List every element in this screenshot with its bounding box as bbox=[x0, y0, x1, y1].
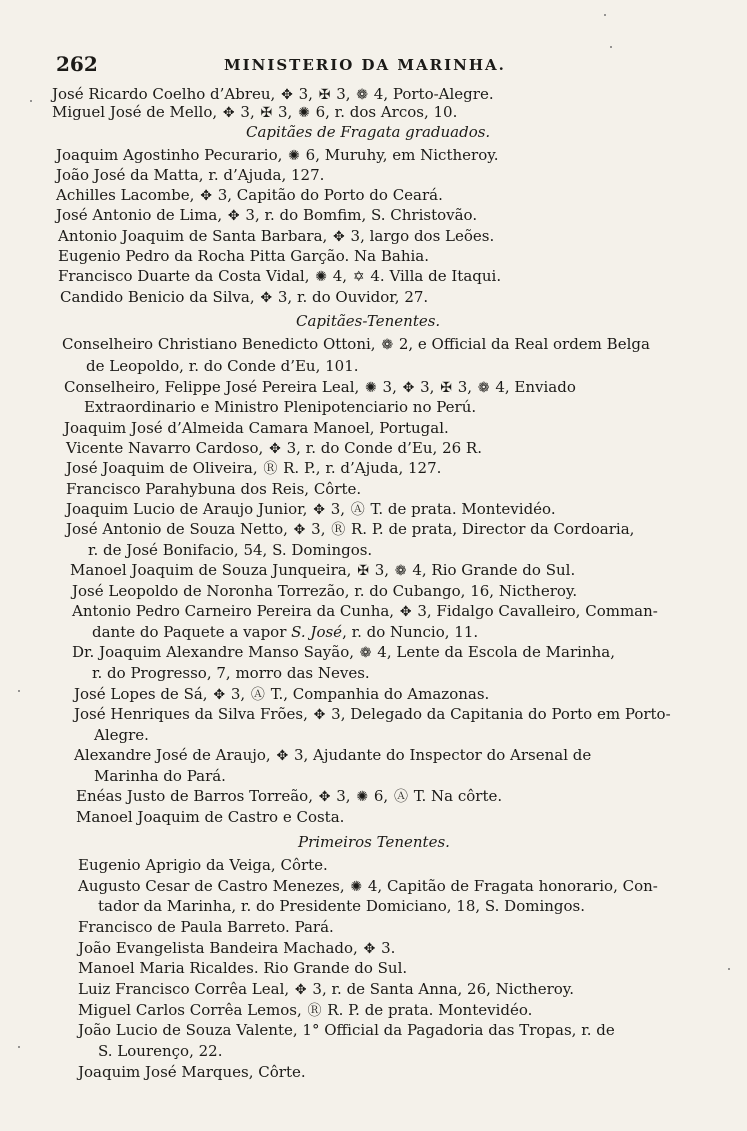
cross-patee-icon: ✠ bbox=[318, 87, 331, 103]
cross-flory-icon: ✥ bbox=[200, 188, 212, 204]
entry-line: Augusto Cesar de Castro Menezes, ✺ 4, Capitão de Fragata honorario, Con- bbox=[78, 877, 658, 895]
paper-speck bbox=[18, 1046, 20, 1048]
star-medal-icon: ✺ bbox=[288, 148, 300, 164]
cross-flory-icon: ✥ bbox=[318, 789, 331, 805]
circled-a-icon: Ⓐ bbox=[350, 502, 365, 518]
entry-line: Conselheiro, Felippe José Pereira Leal, ✺ 3, ✥ 3, ✠ 3, ❁ 4, Enviado bbox=[64, 378, 576, 396]
entry-line: José Ricardo Coelho d’Abreu, ✥ 3, ✠ 3, ❁ 4, Porto-Alegre. bbox=[52, 85, 494, 103]
paper-speck bbox=[30, 100, 32, 102]
entry-line: de Leopoldo, r. do Conde d’Eu, 101. bbox=[86, 357, 359, 375]
entry-line: José Lopes de Sá, ✥ 3, Ⓐ T., Companhia do Amazonas. bbox=[74, 685, 490, 703]
rose-medal-icon: ❁ bbox=[394, 563, 407, 579]
entry-line: r. do Progresso, 7, morro das Neves. bbox=[92, 664, 370, 682]
section-heading: Capitães de Fragata graduados. bbox=[246, 123, 491, 141]
cross-patee-icon: ✠ bbox=[440, 380, 452, 396]
entry-line: tador da Marinha, r. do Presidente Domiciano, 18, S. Domingos. bbox=[98, 897, 586, 915]
entry-line: Francisco de Paula Barreto. Pará. bbox=[78, 918, 334, 936]
entry-line: Achilles Lacombe, ✥ 3, Capitão do Porto do Ceará. bbox=[56, 186, 443, 204]
paper-speck bbox=[18, 690, 20, 692]
circled-r-icon: Ⓡ bbox=[263, 461, 278, 477]
entry-line: Antonio Pedro Carneiro Pereira da Cunha, ✥ 3, Fidalgo Cavalleiro, Comman- bbox=[72, 602, 658, 620]
entry-line: Vicente Navarro Cardoso, ✥ 3, r. do Conde d’Eu, 26 R. bbox=[66, 439, 482, 457]
entry-line: Marinha do Pará. bbox=[94, 767, 226, 785]
entry-line: Miguel José de Mello, ✥ 3, ✠ 3, ✺ 6, r. dos Arcos, 10. bbox=[52, 103, 458, 121]
star-medal-icon: ✺ bbox=[298, 105, 310, 121]
cross-flory-icon: ✥ bbox=[276, 748, 289, 764]
star-medal-icon: ✺ bbox=[350, 879, 363, 895]
entry-line: Dr. Joaquim Alexandre Manso Sayão, ❁ 4, Lente da Escola de Marinha, bbox=[72, 643, 615, 661]
paper-speck bbox=[728, 968, 730, 970]
entry-line: S. Lourenço, 22. bbox=[98, 1042, 223, 1060]
entry-line: Francisco Parahybuna dos Reis, Côrte. bbox=[66, 480, 362, 498]
entry-line: Joaquim José Marques, Côrte. bbox=[78, 1063, 306, 1081]
cross-flory-icon: ✥ bbox=[313, 502, 325, 518]
entry-line: José Henriques da Silva Frões, ✥ 3, Delegado da Capitania do Porto em Porto- bbox=[74, 705, 671, 723]
entry-line: Extraordinario e Ministro Plenipotenciario no Perú. bbox=[84, 398, 477, 416]
cross-flory-icon: ✥ bbox=[260, 290, 273, 306]
page-header bbox=[56, 52, 696, 76]
cross-patee-icon: ✠ bbox=[260, 105, 273, 121]
entry-line: Joaquim Lucio de Araujo Junior, ✥ 3, Ⓐ T. de prata. Montevidéo. bbox=[66, 500, 556, 518]
star-medal-icon: ✺ bbox=[356, 789, 369, 805]
entry-line: dante do Paquete a vapor S. José, r. do Nuncio, 11. bbox=[92, 623, 479, 641]
star-medal-icon: ✺ bbox=[315, 269, 327, 285]
entry-line: José Antonio de Lima, ✥ 3, r. do Bomfim, S. Christovão. bbox=[56, 206, 478, 224]
entry-line: Eugenio Aprigio da Veiga, Côrte. bbox=[78, 856, 328, 874]
entry-line: Manoel Maria Ricaldes. Rio Grande do Sul. bbox=[78, 959, 408, 977]
rose-medal-icon: ❁ bbox=[477, 380, 490, 396]
cross-flory-icon: ✥ bbox=[213, 687, 226, 703]
entry-line: r. de José Bonifacio, 54, S. Domingos. bbox=[88, 541, 373, 559]
entry-line: Luiz Francisco Corrêa Leal, ✥ 3, r. de Santa Anna, 26, Nictheroy. bbox=[78, 980, 575, 998]
cross-flory-icon: ✥ bbox=[281, 87, 293, 103]
italic-text: S. José bbox=[291, 623, 343, 641]
rose-medal-icon: ❁ bbox=[381, 337, 394, 353]
entry-line: Conselheiro Christiano Benedicto Ottoni, ❁ 2, e Official da Real ordem Belga bbox=[62, 335, 650, 353]
cross-flory-icon: ✥ bbox=[402, 380, 415, 396]
paper-speck bbox=[604, 14, 606, 16]
entry-line: Candido Benicio da Silva, ✥ 3, r. do Ouvidor, 27. bbox=[60, 288, 429, 306]
entry-line: Alegre. bbox=[94, 726, 149, 744]
cross-flory-icon: ✥ bbox=[363, 941, 376, 957]
rose-medal-icon: ❁ bbox=[356, 87, 369, 103]
cross-flory-icon: ✥ bbox=[269, 441, 281, 457]
cross-flory-icon: ✥ bbox=[313, 707, 326, 723]
entry-line: José Leopoldo de Noronha Torrezão, r. do Cubango, 16, Nictheroy. bbox=[72, 582, 578, 600]
cross-flory-icon: ✥ bbox=[227, 208, 240, 224]
cross-flory-icon: ✥ bbox=[222, 105, 235, 121]
entry-line: Miguel Carlos Corrêa Lemos, Ⓡ R. P. de prata. Montevidéo. bbox=[78, 1001, 533, 1019]
cross-flory-icon: ✥ bbox=[399, 604, 412, 620]
entry-line: Manoel Joaquim de Souza Junqueira, ✠ 3, ❁ 4, Rio Grande do Sul. bbox=[70, 561, 576, 579]
cross-patee-icon: ✠ bbox=[357, 563, 369, 579]
rose-medal-icon: ❁ bbox=[359, 645, 372, 661]
entry-line: Joaquim José d’Almeida Camara Manoel, Portugal. bbox=[64, 419, 449, 437]
entry-line: Antonio Joaquim de Santa Barbara, ✥ 3, largo dos Leões. bbox=[58, 227, 495, 245]
paper-speck bbox=[610, 46, 612, 48]
six-point-star-icon: ✡ bbox=[352, 269, 365, 285]
running-title: MINISTERIO DA MARINHA. bbox=[224, 56, 506, 74]
circled-a-icon: Ⓐ bbox=[393, 789, 408, 805]
entry-line: José Joaquim de Oliveira, Ⓡ R. P., r. d’Ajuda, 127. bbox=[66, 459, 442, 477]
star-medal-icon: ✺ bbox=[365, 380, 377, 396]
cross-flory-icon: ✥ bbox=[293, 522, 306, 538]
section-heading: Primeiros Tenentes. bbox=[298, 833, 450, 851]
cross-flory-icon: ✥ bbox=[333, 229, 345, 245]
cross-flory-icon: ✥ bbox=[294, 982, 307, 998]
section-heading: Capitães-Tenentes. bbox=[296, 312, 441, 330]
circled-r-icon: Ⓡ bbox=[331, 522, 346, 538]
entry-line: Eugenio Pedro da Rocha Pitta Garção. Na Bahia. bbox=[58, 247, 429, 265]
entry-line: Francisco Duarte da Costa Vidal, ✺ 4, ✡ 4. Villa de Itaqui. bbox=[58, 267, 502, 285]
entry-line: Joaquim Agostinho Pecurario, ✺ 6, Muruhy, em Nictheroy. bbox=[56, 146, 499, 164]
entry-line: João Lucio de Souza Valente, 1° Official da Pagadoria das Tropas, r. de bbox=[78, 1021, 615, 1039]
entry-line: João Evangelista Bandeira Machado, ✥ 3. bbox=[78, 939, 396, 957]
entry-line: João José da Matta, r. d’Ajuda, 127. bbox=[56, 166, 325, 184]
circled-r-icon: Ⓡ bbox=[307, 1003, 322, 1019]
entry-line: Manoel Joaquim de Castro e Costa. bbox=[76, 808, 345, 826]
entry-line: Alexandre José de Araujo, ✥ 3, Ajudante do Inspector do Arsenal de bbox=[74, 746, 592, 764]
circled-a-icon: Ⓐ bbox=[250, 687, 265, 703]
entry-line: José Antonio de Souza Netto, ✥ 3, Ⓡ R. P. de prata, Director da Cordoaria, bbox=[66, 520, 635, 538]
entry-line: Enéas Justo de Barros Torreão, ✥ 3, ✺ 6, Ⓐ T. Na côrte. bbox=[76, 787, 503, 805]
page-number: 262 bbox=[56, 52, 98, 76]
